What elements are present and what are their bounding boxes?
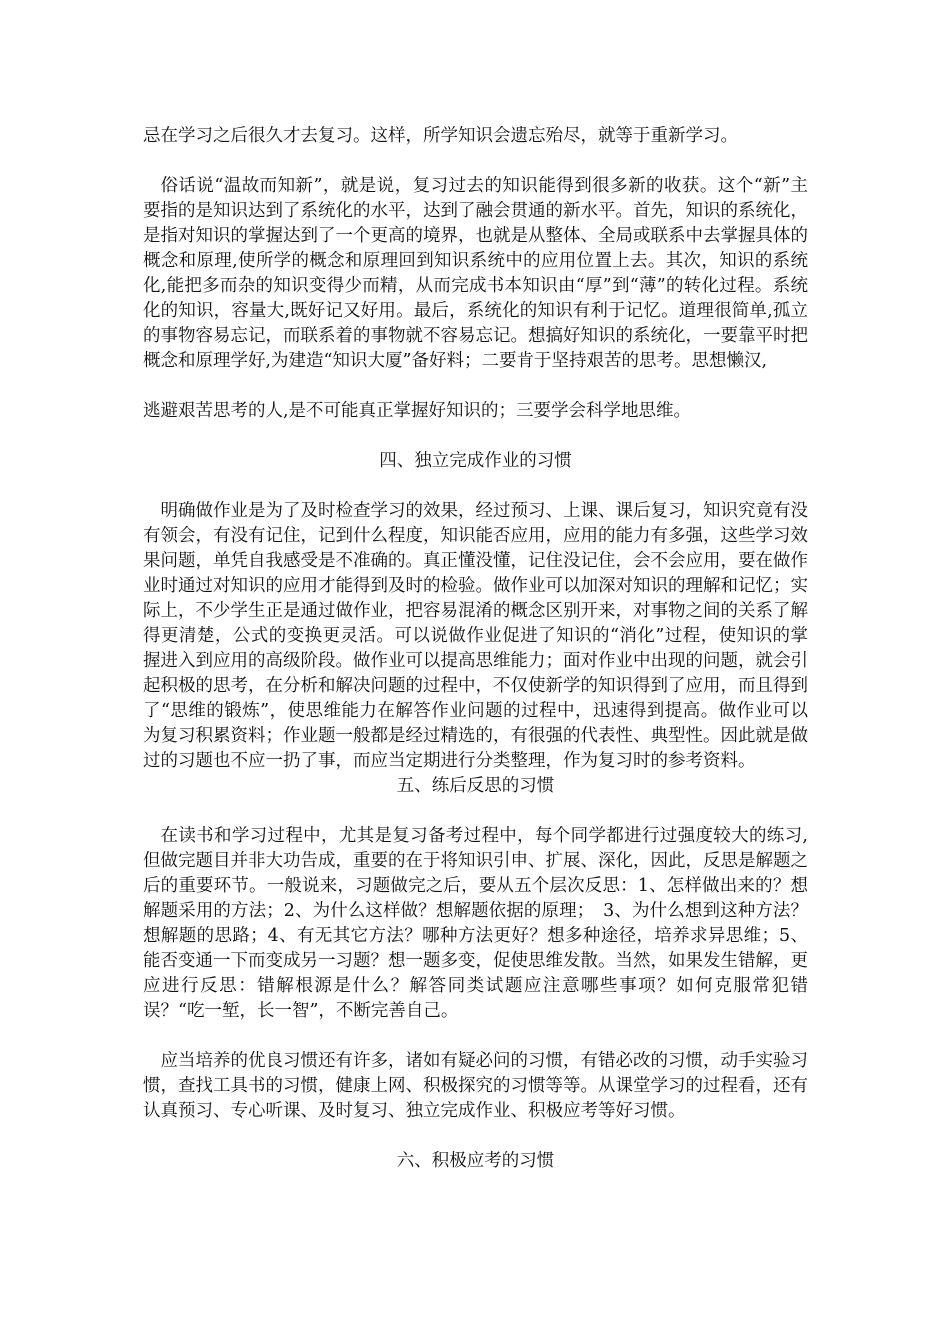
document-page [143,124,808,1174]
section-heading-homework: 四、独立完成作业的习惯 [379,451,572,471]
paragraph-systematization: 俗话说“温故而知新”，就是说，复习过去的知识能得到很多新的收获。这个“新”主要指的是知识达到了系统化的水平，达到了融会贯通的新水平。首先，知识的系统化，是指对知识的掌握达到了一个更高的境界，也就是从整体、全局或联系中去掌握具体的概念和原理,使所学的概念和原理回到知识系统中的应用位置上去。其次，知识的系统化,能把多而杂的知识变得少而精，从而完成书本知识由“厚”到“薄”的转化过程。系统化的知识，容量大,既好记又好用。最后，系统化的知识有利于记忆。道理很简单,孤立的事物容易忘记，而联系着的事物就不容易忘记。想搞好知识的系统化，一要靠平时把概念和原理学好,为建造“知识大厦”备好料；二要肯于坚持艰苦的思考。思想懒汉, [143,176,808,371]
paragraph-reflection: 在读书和学习过程中，尤其是复习备考过程中，每个同学都进行过强度较大的练习,但做完题目并非大功告成，重要的在于将知识引申、扩展、深化，因此，反思是解题之后的重要环节。一般说来，习题做完之后，要从五个层次反思：1、怎样做出来的？想解题采用的方法；2、为什么这样做？想解题依据的原理； 3、为什么想到这种方法？想解题的思路；4、有无其它方法？哪种方法更好？想多种途径，培养求异思维；5、能否变通一下而变成另一习题？想一题多变，促使思维发散。当然，如果发生错解，更应进行反思：错解根源是什么？解答同类试题应注意哪些事项？如何克服常犯错误？“吃一堑，长一智”，不断完善自己。 [143,826,808,1021]
section-heading-exam: 六、积极应考的习惯 [396,1151,555,1171]
paragraph-homework: 明确做作业是为了及时检查学习的效果，经过预习、上课、课后复习，知识究竟有没有领会，有没有记住，记到什么程度，知识能否应用，应用的能力有多强，这些学习效果问题，单凭自我感受是不准确的。真正懂没懂，记住没记住，会不会应用，要在做作业时通过对知识的应用才能得到及时的检验。做作业可以加深对知识的理解和记忆；实际上，不少学生正是通过做作业，把容易混淆的概念区别开来，对事物之间的关系了解得更清楚，公式的变换更灵活。可以说做作业促进了知识的“消化”过程，使知识的掌握进入到应用的高级阶段。做作业可以提高思维能力；面对作业中出现的问题，就会引起积极的思考，在分析和解决问题的过程中，不仅使新学的知识得到了应用，而且得到了“思维的锻炼”，使思维能力在解答作业问题的过程中，迅速得到提高。做作业可以为复习积累资料；作业题一般都是经过精选的，有很强的代表性、典型性。因此就是做过的习题也不应一扔了事，而应当定期进行分类整理，作为复习时的参考资料。 [143,501,808,771]
paragraph-review-timing: 忌在学习之后很久才去复习。这样，所学知识会遗忘殆尽，就等于重新学习。 [143,126,738,146]
paragraph-scientific-thinking: 逃避艰苦思考的人,是不可能真正掌握好知识的；三要学会科学地思维。 [143,401,692,421]
paragraph-other-habits: 应当培养的优良习惯还有许多，诸如有疑必问的习惯，有错必改的习惯，动手实验习惯，查找工具书的习惯，健康上网、积极探究的习惯等等。从课堂学习的过程看，还有认真预习、专心听课、及时复习、独立完成作业、积极应考等好习惯。 [143,1051,808,1121]
section-heading-reflection: 五、练后反思的习惯 [396,776,555,796]
